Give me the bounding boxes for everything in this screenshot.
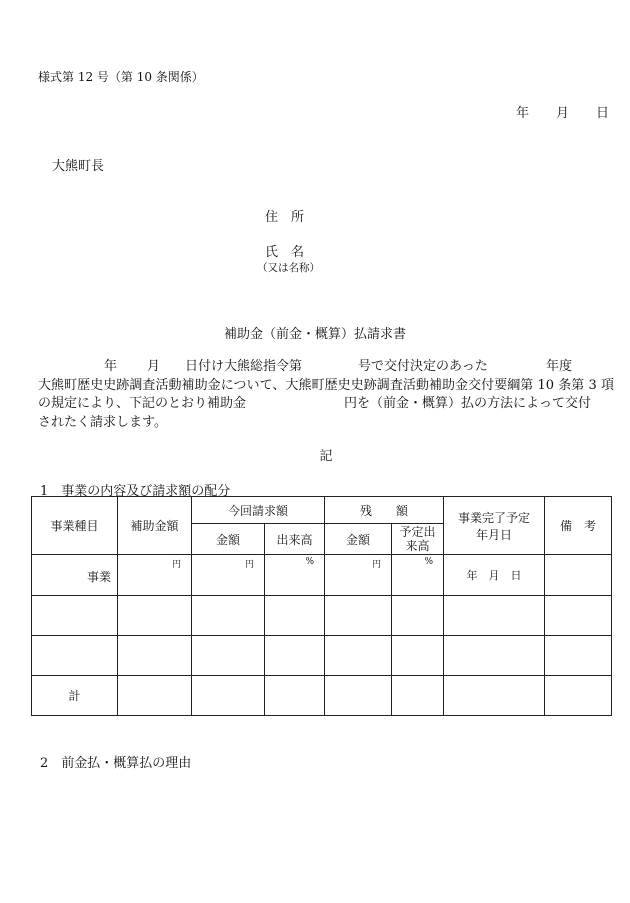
- cell-empty: [32, 636, 118, 676]
- cell-empty: [118, 676, 192, 716]
- body-month: 月: [147, 359, 161, 374]
- cell-remaining-planned: [392, 555, 444, 596]
- cell-empty: [265, 676, 325, 716]
- cell-empty: [545, 636, 612, 676]
- table-row: [32, 555, 612, 596]
- request-body: [38, 358, 614, 432]
- cell-empty: [392, 636, 444, 676]
- cell-empty: [325, 636, 392, 676]
- name-note: （又は名称）: [257, 262, 320, 274]
- document-title: 補助金（前金・概算）払請求書: [223, 327, 406, 342]
- header-current-progress: 出来高: [265, 524, 325, 555]
- body-line-2: 大熊町歴史史跡調査活動補助金について、大熊町歴史史跡調査活動補助金交付要綱第 10 条第 3 項: [38, 377, 614, 393]
- cell-empty: [325, 596, 392, 636]
- cell-empty: [392, 676, 444, 716]
- header-completion: [444, 497, 545, 555]
- unit-current-progress: %: [305, 557, 314, 567]
- name-label: 氏 名: [265, 245, 305, 260]
- unit-remaining-amount: 円: [371, 560, 381, 570]
- cell-empty: [265, 596, 325, 636]
- cell-empty: [392, 596, 444, 636]
- cell-empty: [118, 636, 192, 676]
- header-remarks: 備 考: [545, 497, 612, 555]
- row-label-total: 計: [32, 676, 118, 716]
- header-subsidy: 補助金額: [118, 497, 192, 555]
- cell-empty: [444, 676, 545, 716]
- body-line-4: されたく請求します。: [38, 414, 167, 430]
- header-current-amount: 金額: [192, 524, 265, 555]
- header-remaining: 残 額: [325, 497, 444, 524]
- cell-current-progress: [265, 555, 325, 596]
- body-number-suffix: 号で交付決定のあった: [358, 359, 488, 374]
- cell-empty: [444, 596, 545, 636]
- cell-remarks: [545, 555, 612, 596]
- unit-remaining-planned: %: [424, 557, 433, 567]
- row-label-project: 事業: [32, 555, 118, 596]
- table-row: [32, 636, 612, 676]
- cell-empty: [192, 636, 265, 676]
- date-line: [516, 102, 609, 121]
- header-current: 今回請求額: [192, 497, 325, 524]
- body-line-1: [38, 358, 614, 377]
- date-day: 日: [596, 106, 610, 121]
- section-1-heading: 1 事業の内容及び請求額の配分: [40, 484, 231, 499]
- cell-empty: [325, 676, 392, 716]
- unit-subsidy: 円: [171, 560, 181, 570]
- cell-current-amount: [192, 555, 265, 596]
- header-remaining-amount: 金額: [325, 524, 392, 555]
- cell-empty: [545, 596, 612, 636]
- cell-empty: [192, 676, 265, 716]
- section-2-heading: 2 前金払・概算払の理由: [40, 756, 192, 771]
- cell-empty: [118, 596, 192, 636]
- cell-subsidy: [118, 555, 192, 596]
- header-completion-line2: 年月日: [475, 527, 512, 542]
- header-remaining-planned: [392, 524, 444, 555]
- body-fiscal-year: 年度: [546, 359, 573, 374]
- body-year: 年: [104, 359, 118, 374]
- form-number: 様式第 12 号（第 10 条関係）: [38, 70, 204, 84]
- cell-empty: [545, 676, 612, 716]
- date-year: 年: [516, 106, 530, 121]
- body-line-3: [38, 395, 614, 414]
- date-month: 月: [556, 106, 570, 121]
- cell-empty: [192, 596, 265, 636]
- body-line-3-prefix: の規定により、下記のとおり補助金: [38, 396, 247, 411]
- cell-remaining-amount: [325, 555, 392, 596]
- header-remaining-planned-line1: 予定出: [399, 525, 436, 539]
- body-line-3-suffix: 円を（前金・概算）払の方法によって交付: [344, 396, 592, 411]
- ki-label: 記: [319, 449, 333, 464]
- cell-empty: [265, 636, 325, 676]
- cell-completion-date: 年 月 日: [444, 555, 545, 596]
- header-completion-line1: 事業完了予定: [457, 510, 530, 525]
- header-type: 事業種目: [32, 497, 118, 555]
- header-remaining-planned-line2: 来高: [405, 539, 430, 553]
- unit-current-amount: 円: [244, 560, 254, 570]
- body-decision: 日付け大熊総指令第: [185, 359, 303, 374]
- cell-empty: [444, 636, 545, 676]
- table-row: [32, 596, 612, 636]
- address-label: 住 所: [265, 210, 305, 225]
- addressee: 大熊町長: [52, 159, 105, 174]
- table-row-total: [32, 676, 612, 716]
- cell-empty: [32, 596, 118, 636]
- allocation-table: [31, 496, 612, 716]
